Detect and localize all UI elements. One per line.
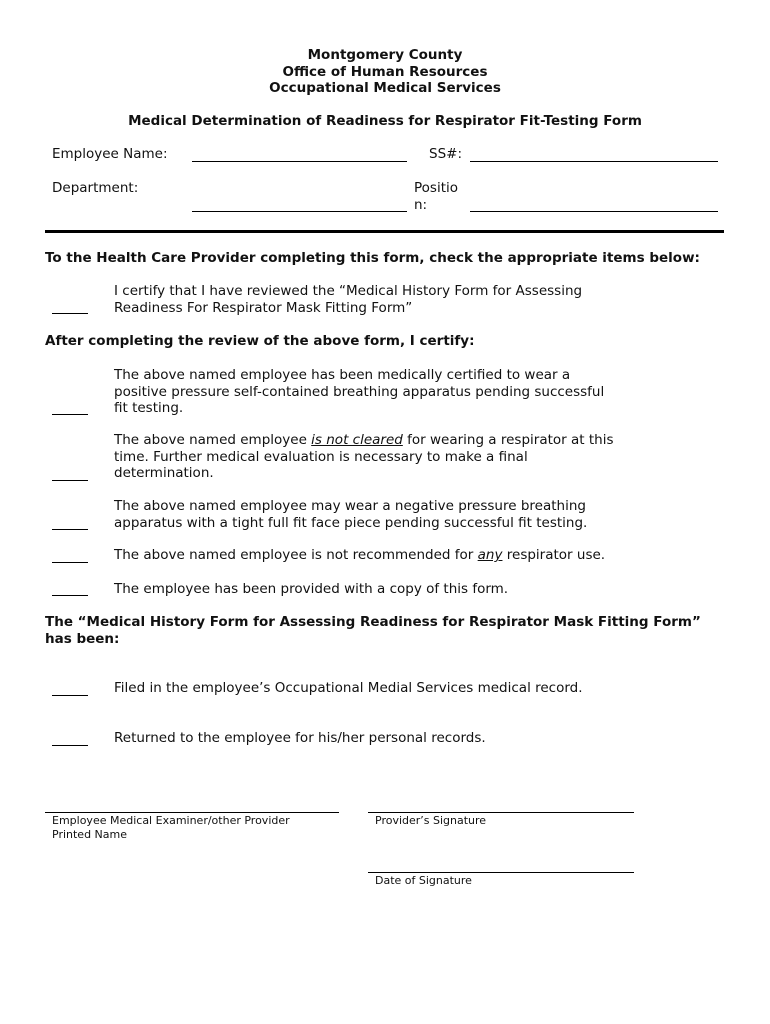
- office-name: Office of Human Resources: [282, 64, 488, 80]
- county-name: Montgomery County: [307, 47, 463, 63]
- ss-label: SS#:: [429, 146, 462, 162]
- after-review-heading: After completing the review of the above form, I certify:: [45, 333, 475, 349]
- position-field[interactable]: [470, 211, 718, 212]
- instructions-heading: To the Health Care Provider completing this form, check the appropriate items below:: [45, 250, 700, 266]
- returned-text: Returned to the employee for his/her personal records.: [114, 730, 486, 746]
- item1-checkbox-blank[interactable]: [52, 414, 88, 415]
- department-field[interactable]: [192, 211, 407, 212]
- review-certification-text: I certify that I have reviewed the “Medical History Form for Assessing Readiness For Respirator Mask Fitting Form”: [114, 283, 583, 316]
- provider-signature-label: Provider’s Signature: [375, 814, 487, 827]
- item5-text: The employee has been provided with a copy of this form.: [114, 581, 509, 597]
- ss-field[interactable]: [470, 161, 718, 162]
- employee-name-field[interactable]: [192, 161, 407, 162]
- provider-signature-line[interactable]: [368, 812, 634, 813]
- service-name: Occupational Medical Services: [269, 80, 501, 96]
- review-checkbox-blank[interactable]: [52, 313, 88, 314]
- item1-text: The above named employee has been medically certified to wear a positive pressure self-contained breathing apparatus pending successful fit testing.: [114, 367, 605, 416]
- any-emphasis: any: [477, 547, 503, 563]
- item4-text: The above named employee is not recommended for any respirator use.: [114, 547, 606, 563]
- history-heading: The “Medical History Form for Assessing Readiness for Respirator Mask Fitting Form” has been:: [45, 614, 701, 647]
- item3-text: The above named employee may wear a negative pressure breathing apparatus with a tight full fit face piece pending successful fit testing.: [114, 498, 588, 531]
- filed-checkbox-blank[interactable]: [52, 695, 88, 696]
- department-label: Department:: [52, 180, 139, 196]
- returned-checkbox-blank[interactable]: [52, 745, 88, 746]
- form-title: Medical Determination of Readiness for Respirator Fit-Testing Form: [128, 113, 642, 129]
- date-of-signature-label: Date of Signature: [375, 874, 472, 887]
- item2-checkbox-blank[interactable]: [52, 480, 88, 481]
- examiner-name-line[interactable]: [45, 812, 339, 813]
- position-label-line1: Positio: [414, 180, 459, 196]
- not-cleared-emphasis: is not cleared: [311, 432, 403, 448]
- position-label-line2: n:: [414, 197, 428, 213]
- examiner-name-label: Employee Medical Examiner/other Provider Printed Name: [52, 814, 290, 841]
- employee-name-label: Employee Name:: [52, 146, 168, 162]
- item3-checkbox-blank[interactable]: [52, 529, 88, 530]
- filed-text: Filed in the employee’s Occupational Medial Services medical record.: [114, 680, 583, 696]
- item5-checkbox-blank[interactable]: [52, 595, 88, 596]
- date-of-signature-line[interactable]: [368, 872, 634, 873]
- section-divider: [45, 230, 724, 233]
- item4-checkbox-blank[interactable]: [52, 562, 88, 563]
- item2-text: The above named employee is not cleared for wearing a respirator at this time. Further medical evaluation is necessary to make a final determination.: [114, 432, 614, 481]
